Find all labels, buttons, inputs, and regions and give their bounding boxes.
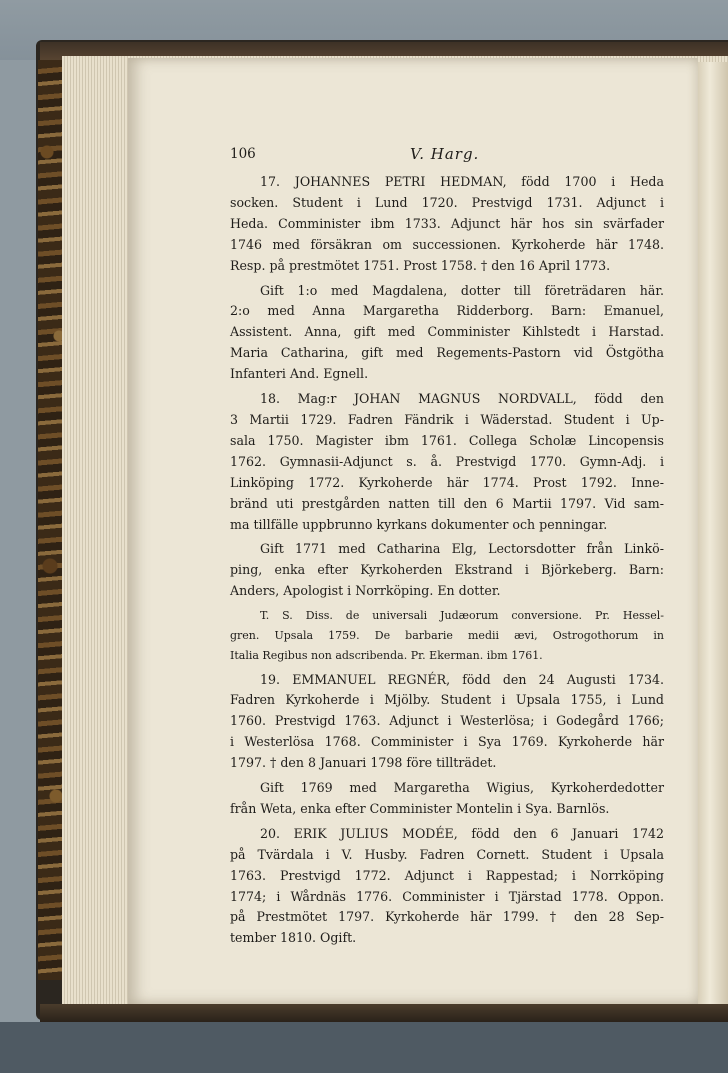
text-line: 18. Mag:r JOHAN MAGNUS NORDVALL, född den: [260, 391, 664, 407]
paragraph: [230, 606, 664, 665]
text-line: Italia Regibus non adscribenda. Pr. Ekerman. ibm 1761.: [230, 648, 543, 662]
text-line: 1774; i Wårdnäs 1776. Comminister i Tjärstad 1778. Oppon.: [230, 888, 664, 904]
text-line: 1763. Prestvigd 1772. Adjunct i Rappestad; i Norrköping: [230, 867, 664, 883]
text-line: på Tvärdala i V. Husby. Fadren Cornett. Student i Upsala: [230, 846, 664, 862]
text-line: sala 1750. Magister ibm 1761. Collega Scholæ Lincopensis: [230, 432, 664, 448]
text-line: från Weta, enka efter Comminister Montelin i Sya. Barnlös.: [230, 800, 610, 816]
text-line: Gift 1769 med Margaretha Wigius, Kyrkoherdedotter: [260, 780, 664, 796]
text-line: 1797. † den 8 Januari 1798 före tillträdet.: [230, 755, 497, 771]
text-line: 19. EMMANUEL REGNÉR, född den 24 Augusti 1734.: [260, 671, 664, 687]
text-line: ping, enka efter Kyrkoherden Ekstrand i Björkeberg. Barn:: [230, 562, 664, 578]
paragraph: [230, 778, 664, 820]
running-title: V. Harg.: [410, 145, 480, 163]
text-line: Gift 1771 med Catharina Elg, Lectorsdotter från Linkö-: [260, 541, 664, 557]
text-line: i Westerlösa 1768. Comminister i Sya 1769. Kyrkoherde här: [230, 734, 664, 750]
text-line: Infanteri And. Egnell.: [230, 366, 369, 382]
paragraph: [230, 172, 664, 277]
text-line: Heda. Comminister ibm 1733. Adjunct här hos sin svärfader: [230, 215, 664, 231]
paragraph: [230, 539, 664, 602]
text-line: Fadren Kyrkoherde i Mjölby. Student i Upsala 1755, i Lund: [230, 692, 664, 708]
body-text: [230, 172, 664, 949]
text-line: socken. Student i Lund 1720. Prestvigd 1731. Adjunct i: [230, 194, 664, 210]
page-number: 106: [230, 146, 256, 162]
text-line: 2:o med Anna Margaretha Ridderborg. Barn: Emanuel,: [230, 303, 664, 319]
text-line: Gift 1:o med Magdalena, dotter till företrädaren här.: [260, 282, 664, 298]
text-line: 1762. Gymnasii-Adjunct s. å. Prestvigd 1770. Gymn-Adj. i: [230, 453, 664, 469]
background-table: [0, 1022, 728, 1073]
text-line: Linköping 1772. Kyrkoherde här 1774. Prost 1792. Inne-: [230, 474, 664, 490]
book-cover-bottom-edge: [40, 1004, 728, 1022]
text-line: på Prestmötet 1797. Kyrkoherde här 1799. † den 28 Sep-: [230, 909, 664, 925]
running-head: [230, 144, 664, 172]
text-line: gren. Upsala 1759. De barbarie medii ævi, Ostrogothorum in: [230, 628, 664, 642]
text-line: 1746 med försäkran om successionen. Kyrkoherde här 1748.: [230, 236, 664, 252]
text-line: 1760. Prestvigd 1763. Adjunct i Westerlösa; i Godegård 1766;: [230, 713, 664, 729]
paragraph: [230, 670, 664, 775]
text-line: Assistent. Anna, gift med Comminister Kihlstedt i Harstad.: [230, 324, 664, 340]
text-line: Anders, Apologist i Norrköping. En dotter.: [230, 583, 501, 599]
text-line: 3 Martii 1729. Fadren Fändrik i Wäderstad. Student i Up-: [230, 411, 664, 427]
text-line: bränd uti prestgården natten till den 6 Martii 1797. Vid sam-: [230, 495, 664, 511]
paragraph: [230, 281, 664, 386]
paragraph: [230, 824, 664, 949]
page-text: [230, 144, 664, 953]
paragraph: [230, 389, 664, 535]
page-fore-edge: [698, 62, 728, 1004]
text-line: Resp. på prestmötet 1751. Prost 1758. † den 16 April 1773.: [230, 257, 611, 273]
text-line: Maria Catharina, gift med Regements-Pastorn vid Östgötha: [230, 345, 664, 361]
text-line: ma tillfälle uppbrunno kyrkans dokumenter och penningar.: [230, 516, 608, 532]
text-line: 17. JOHANNES PETRI HEDMAN, född 1700 i Heda: [260, 174, 664, 189]
text-line: 20. ERIK JULIUS MODÉE, född den 6 Januari 1742: [260, 825, 664, 841]
text-line: T. S. Diss. de universali Judæorum conversione. Pr. Hessel-: [260, 609, 664, 623]
text-line: tember 1810. Ogift.: [230, 930, 357, 946]
